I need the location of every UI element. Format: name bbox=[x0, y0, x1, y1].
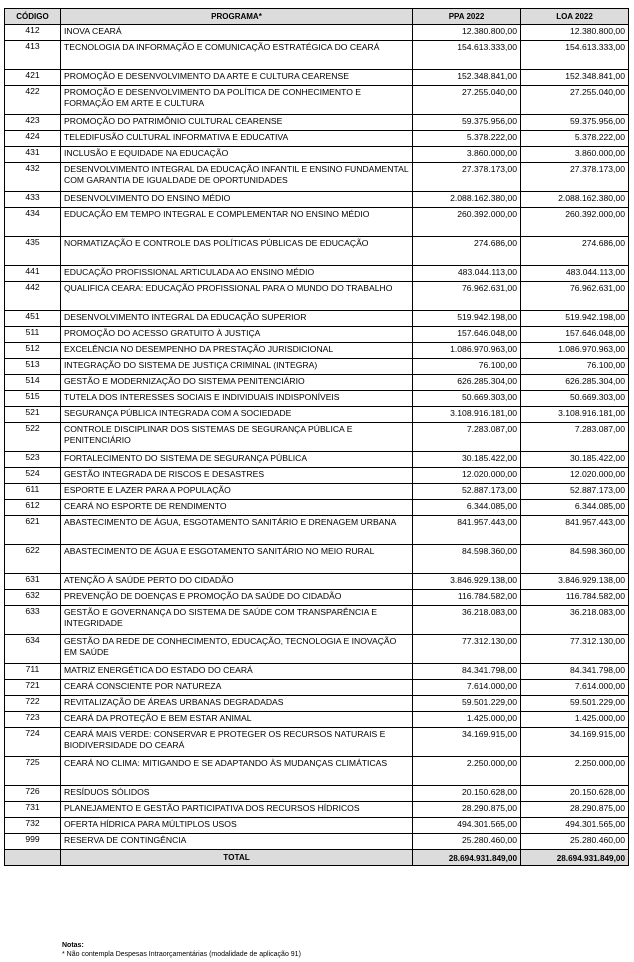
row-ppa: 5.378.222,00 bbox=[413, 131, 521, 147]
row-loa: 7.614.000,00 bbox=[521, 680, 629, 696]
table-row bbox=[5, 391, 629, 407]
row-program: GESTÃO DA REDE DE CONHECIMENTO, EDUCAÇÃO, TECNOLOGIA E INOVAÇÃO EM SAÚDE bbox=[61, 635, 413, 664]
table-row bbox=[5, 484, 629, 500]
row-program: RESÍDUOS SÓLIDOS bbox=[61, 786, 413, 802]
row-loa: 3.108.916.181,00 bbox=[521, 407, 629, 423]
row-program: DESENVOLVIMENTO INTEGRAL DA EDUCAÇÃO SUPERIOR bbox=[61, 311, 413, 327]
row-ppa: 27.378.173,00 bbox=[413, 163, 521, 192]
table-body bbox=[5, 25, 629, 850]
row-loa: 12.380.800,00 bbox=[521, 25, 629, 41]
total-label: TOTAL bbox=[61, 850, 413, 866]
row-code: 611 bbox=[5, 484, 61, 500]
row-loa: 25.280.460,00 bbox=[521, 834, 629, 850]
row-ppa: 3.108.916.181,00 bbox=[413, 407, 521, 423]
total-ppa: 28.694.931.849,00 bbox=[413, 850, 521, 866]
table-row bbox=[5, 786, 629, 802]
row-code: 512 bbox=[5, 343, 61, 359]
table-row bbox=[5, 237, 629, 266]
row-program: TELEDIFUSÃO CULTURAL INFORMATIVA E EDUCATIVA bbox=[61, 131, 413, 147]
row-program: REVITALIZAÇÃO DE ÁREAS URBANAS DEGRADADAS bbox=[61, 696, 413, 712]
notes bbox=[62, 941, 301, 959]
row-ppa: 1.086.970.963,00 bbox=[413, 343, 521, 359]
row-ppa: 36.218.083,00 bbox=[413, 606, 521, 635]
total-row bbox=[5, 850, 629, 866]
row-loa: 626.285.304,00 bbox=[521, 375, 629, 391]
row-loa: 36.218.083,00 bbox=[521, 606, 629, 635]
row-code: 633 bbox=[5, 606, 61, 635]
row-code: 631 bbox=[5, 574, 61, 590]
table-row bbox=[5, 115, 629, 131]
row-loa: 494.301.565,00 bbox=[521, 818, 629, 834]
row-ppa: 152.348.841,00 bbox=[413, 70, 521, 86]
row-code: 725 bbox=[5, 757, 61, 786]
table-header-row bbox=[5, 9, 629, 25]
row-program: INOVA CEARÁ bbox=[61, 25, 413, 41]
table-row bbox=[5, 468, 629, 484]
row-loa: 59.501.229,00 bbox=[521, 696, 629, 712]
row-code: 522 bbox=[5, 423, 61, 452]
header-code: CÓDIGO bbox=[5, 9, 61, 25]
row-code: 422 bbox=[5, 86, 61, 115]
row-code: 421 bbox=[5, 70, 61, 86]
row-loa: 116.784.582,00 bbox=[521, 590, 629, 606]
row-ppa: 626.285.304,00 bbox=[413, 375, 521, 391]
row-loa: 2.088.162.380,00 bbox=[521, 192, 629, 208]
table-row bbox=[5, 282, 629, 311]
row-program: EDUCAÇÃO EM TEMPO INTEGRAL E COMPLEMENTAR NO ENSINO MÉDIO bbox=[61, 208, 413, 237]
row-loa: 260.392.000,00 bbox=[521, 208, 629, 237]
row-code: 723 bbox=[5, 712, 61, 728]
row-program: GESTÃO E MODERNIZAÇÃO DO SISTEMA PENITENCIÁRIO bbox=[61, 375, 413, 391]
row-loa: 6.344.085,00 bbox=[521, 500, 629, 516]
row-program: CEARÁ CONSCIENTE POR NATUREZA bbox=[61, 680, 413, 696]
row-loa: 84.598.360,00 bbox=[521, 545, 629, 574]
row-program: ESPORTE E LAZER PARA A POPULAÇÃO bbox=[61, 484, 413, 500]
row-ppa: 59.375.956,00 bbox=[413, 115, 521, 131]
table-row bbox=[5, 545, 629, 574]
table-row bbox=[5, 70, 629, 86]
table-row bbox=[5, 818, 629, 834]
table-row bbox=[5, 375, 629, 391]
row-ppa: 77.312.130,00 bbox=[413, 635, 521, 664]
row-ppa: 50.669.303,00 bbox=[413, 391, 521, 407]
row-program: PROMOÇÃO E DESENVOLVIMENTO DA ARTE E CULTURA CEARENSE bbox=[61, 70, 413, 86]
row-loa: 7.283.087,00 bbox=[521, 423, 629, 452]
note-item: * Não contempla Despesas Intraorçamentárias (modalidade de aplicação 91) bbox=[62, 951, 301, 958]
table-row bbox=[5, 834, 629, 850]
row-code: 513 bbox=[5, 359, 61, 375]
row-loa: 84.341.798,00 bbox=[521, 664, 629, 680]
row-program: OFERTA HÍDRICA PARA MÚLTIPLOS USOS bbox=[61, 818, 413, 834]
row-program: ABASTECIMENTO DE ÁGUA E ESGOTAMENTO SANITÁRIO NO MEIO RURAL bbox=[61, 545, 413, 574]
row-ppa: 12.020.000,00 bbox=[413, 468, 521, 484]
row-code: 514 bbox=[5, 375, 61, 391]
budget-table bbox=[4, 8, 629, 866]
row-ppa: 20.150.628,00 bbox=[413, 786, 521, 802]
row-program: NORMATIZAÇÃO E CONTROLE DAS POLÍTICAS PÚBLICAS DE EDUCAÇÃO bbox=[61, 237, 413, 266]
row-code: 634 bbox=[5, 635, 61, 664]
row-program: QUALIFICA CEARA: EDUCAÇÃO PROFISSIONAL PARA O MUNDO DO TRABALHO bbox=[61, 282, 413, 311]
header-program: PROGRAMA* bbox=[61, 9, 413, 25]
row-ppa: 30.185.422,00 bbox=[413, 452, 521, 468]
row-loa: 59.375.956,00 bbox=[521, 115, 629, 131]
row-code: 612 bbox=[5, 500, 61, 516]
row-ppa: 519.942.198,00 bbox=[413, 311, 521, 327]
row-loa: 76.962.631,00 bbox=[521, 282, 629, 311]
row-loa: 77.312.130,00 bbox=[521, 635, 629, 664]
row-code: 441 bbox=[5, 266, 61, 282]
table-row bbox=[5, 163, 629, 192]
row-code: 424 bbox=[5, 131, 61, 147]
row-loa: 5.378.222,00 bbox=[521, 131, 629, 147]
row-code: 435 bbox=[5, 237, 61, 266]
row-ppa: 84.341.798,00 bbox=[413, 664, 521, 680]
row-program: TUTELA DOS INTERESSES SOCIAIS E INDIVIDUAIS INDISPONÍVEIS bbox=[61, 391, 413, 407]
table-row bbox=[5, 635, 629, 664]
row-program: CEARÁ MAIS VERDE: CONSERVAR E PROTEGER OS RECURSOS NATURAIS E BIODIVERSIDADE DO CEARÁ bbox=[61, 728, 413, 757]
row-ppa: 494.301.565,00 bbox=[413, 818, 521, 834]
row-ppa: 6.344.085,00 bbox=[413, 500, 521, 516]
row-code: 732 bbox=[5, 818, 61, 834]
table-row bbox=[5, 131, 629, 147]
row-program: ABASTECIMENTO DE ÁGUA, ESGOTAMENTO SANITÁRIO E DRENAGEM URBANA bbox=[61, 516, 413, 545]
row-code: 622 bbox=[5, 545, 61, 574]
table-row bbox=[5, 516, 629, 545]
row-program: PROMOÇÃO E DESENVOLVIMENTO DA POLÍTICA DE CONHECIMENTO E FORMAÇÃO EM ARTE E CULTURA bbox=[61, 86, 413, 115]
row-code: 412 bbox=[5, 25, 61, 41]
table-row bbox=[5, 208, 629, 237]
row-code: 511 bbox=[5, 327, 61, 343]
row-ppa: 3.846.929.138,00 bbox=[413, 574, 521, 590]
table-row bbox=[5, 574, 629, 590]
header-loa: LOA 2022 bbox=[521, 9, 629, 25]
row-program: PROMOÇÃO DO ACESSO GRATUITO À JUSTIÇA bbox=[61, 327, 413, 343]
row-code: 524 bbox=[5, 468, 61, 484]
row-program: FORTALECIMENTO DO SISTEMA DE SEGURANÇA PÚBLICA bbox=[61, 452, 413, 468]
row-program: PLANEJAMENTO E GESTÃO PARTICIPATIVA DOS RECURSOS HÍDRICOS bbox=[61, 802, 413, 818]
row-program: INCLUSÃO E EQUIDADE NA EDUCAÇÃO bbox=[61, 147, 413, 163]
row-ppa: 154.613.333,00 bbox=[413, 41, 521, 70]
row-ppa: 34.169.915,00 bbox=[413, 728, 521, 757]
row-program: SEGURANÇA PÚBLICA INTEGRADA COM A SOCIEDADE bbox=[61, 407, 413, 423]
row-loa: 28.290.875,00 bbox=[521, 802, 629, 818]
row-program: PROMOÇÃO DO PATRIMÔNIO CULTURAL CEARENSE bbox=[61, 115, 413, 131]
row-loa: 154.613.333,00 bbox=[521, 41, 629, 70]
row-loa: 519.942.198,00 bbox=[521, 311, 629, 327]
table-row bbox=[5, 452, 629, 468]
row-loa: 30.185.422,00 bbox=[521, 452, 629, 468]
row-ppa: 25.280.460,00 bbox=[413, 834, 521, 850]
row-ppa: 7.283.087,00 bbox=[413, 423, 521, 452]
table-row bbox=[5, 25, 629, 41]
table-row bbox=[5, 802, 629, 818]
table-row bbox=[5, 712, 629, 728]
row-program: EXCELÊNCIA NO DESEMPENHO DA PRESTAÇÃO JURISDICIONAL bbox=[61, 343, 413, 359]
row-code: 442 bbox=[5, 282, 61, 311]
table-row bbox=[5, 590, 629, 606]
row-code: 724 bbox=[5, 728, 61, 757]
row-program: CEARÁ DA PROTEÇÃO E BEM ESTAR ANIMAL bbox=[61, 712, 413, 728]
row-code: 433 bbox=[5, 192, 61, 208]
row-program: GESTÃO INTEGRADA DE RISCOS E DESASTRES bbox=[61, 468, 413, 484]
row-code: 423 bbox=[5, 115, 61, 131]
row-code: 621 bbox=[5, 516, 61, 545]
row-ppa: 2.250.000,00 bbox=[413, 757, 521, 786]
row-code: 451 bbox=[5, 311, 61, 327]
row-code: 521 bbox=[5, 407, 61, 423]
row-loa: 3.846.929.138,00 bbox=[521, 574, 629, 590]
row-ppa: 7.614.000,00 bbox=[413, 680, 521, 696]
row-program: DESENVOLVIMENTO INTEGRAL DA EDUCAÇÃO INFANTIL E ENSINO FUNDAMENTAL COM GARANTIA DE IGUALDADE DE OPORTUNIDADES bbox=[61, 163, 413, 192]
row-ppa: 84.598.360,00 bbox=[413, 545, 521, 574]
table-row bbox=[5, 680, 629, 696]
row-code: 515 bbox=[5, 391, 61, 407]
table-row bbox=[5, 728, 629, 757]
row-ppa: 76.962.631,00 bbox=[413, 282, 521, 311]
row-ppa: 274.686,00 bbox=[413, 237, 521, 266]
table-row bbox=[5, 327, 629, 343]
row-code: 413 bbox=[5, 41, 61, 70]
table-row bbox=[5, 311, 629, 327]
header-ppa: PPA 2022 bbox=[413, 9, 521, 25]
row-code: 726 bbox=[5, 786, 61, 802]
row-program: EDUCAÇÃO PROFISSIONAL ARTICULADA AO ENSINO MÉDIO bbox=[61, 266, 413, 282]
row-loa: 27.378.173,00 bbox=[521, 163, 629, 192]
table-row bbox=[5, 696, 629, 712]
row-ppa: 2.088.162.380,00 bbox=[413, 192, 521, 208]
table-row bbox=[5, 359, 629, 375]
row-code: 722 bbox=[5, 696, 61, 712]
row-program: GESTÃO E GOVERNANÇA DO SISTEMA DE SAÚDE COM TRANSPARÊNCIA E INTEGRIDADE bbox=[61, 606, 413, 635]
row-code: 721 bbox=[5, 680, 61, 696]
row-loa: 483.044.113,00 bbox=[521, 266, 629, 282]
row-loa: 76.100,00 bbox=[521, 359, 629, 375]
table-row bbox=[5, 41, 629, 70]
row-loa: 3.860.000,00 bbox=[521, 147, 629, 163]
row-ppa: 3.860.000,00 bbox=[413, 147, 521, 163]
table-row bbox=[5, 86, 629, 115]
table-row bbox=[5, 266, 629, 282]
row-program: DESENVOLVIMENTO DO ENSINO MÉDIO bbox=[61, 192, 413, 208]
table-row bbox=[5, 500, 629, 516]
row-loa: 34.169.915,00 bbox=[521, 728, 629, 757]
row-loa: 50.669.303,00 bbox=[521, 391, 629, 407]
table-row bbox=[5, 423, 629, 452]
row-loa: 157.646.048,00 bbox=[521, 327, 629, 343]
row-loa: 841.957.443,00 bbox=[521, 516, 629, 545]
row-code: 711 bbox=[5, 664, 61, 680]
row-loa: 20.150.628,00 bbox=[521, 786, 629, 802]
row-loa: 52.887.173,00 bbox=[521, 484, 629, 500]
row-ppa: 28.290.875,00 bbox=[413, 802, 521, 818]
row-loa: 1.425.000,00 bbox=[521, 712, 629, 728]
row-code: 632 bbox=[5, 590, 61, 606]
row-program: MATRIZ ENERGÉTICA DO ESTADO DO CEARÁ bbox=[61, 664, 413, 680]
table-row bbox=[5, 757, 629, 786]
row-code: 431 bbox=[5, 147, 61, 163]
row-loa: 152.348.841,00 bbox=[521, 70, 629, 86]
table-row bbox=[5, 192, 629, 208]
row-ppa: 27.255.040,00 bbox=[413, 86, 521, 115]
row-ppa: 483.044.113,00 bbox=[413, 266, 521, 282]
row-ppa: 52.887.173,00 bbox=[413, 484, 521, 500]
table-row bbox=[5, 147, 629, 163]
row-loa: 12.020.000,00 bbox=[521, 468, 629, 484]
row-loa: 274.686,00 bbox=[521, 237, 629, 266]
row-program: PREVENÇÃO DE DOENÇAS E PROMOÇÃO DA SAÚDE DO CIDADÃO bbox=[61, 590, 413, 606]
row-ppa: 157.646.048,00 bbox=[413, 327, 521, 343]
table-row bbox=[5, 407, 629, 423]
total-loa: 28.694.931.849,00 bbox=[521, 850, 629, 866]
row-ppa: 76.100,00 bbox=[413, 359, 521, 375]
row-loa: 2.250.000,00 bbox=[521, 757, 629, 786]
row-loa: 27.255.040,00 bbox=[521, 86, 629, 115]
row-program: RESERVA DE CONTINGÊNCIA bbox=[61, 834, 413, 850]
row-ppa: 260.392.000,00 bbox=[413, 208, 521, 237]
row-code: 523 bbox=[5, 452, 61, 468]
row-program: TECNOLOGIA DA INFORMAÇÃO E COMUNICAÇÃO ESTRATÉGICA DO CEARÁ bbox=[61, 41, 413, 70]
row-code: 432 bbox=[5, 163, 61, 192]
row-ppa: 59.501.229,00 bbox=[413, 696, 521, 712]
row-code: 434 bbox=[5, 208, 61, 237]
row-ppa: 1.425.000,00 bbox=[413, 712, 521, 728]
row-code: 999 bbox=[5, 834, 61, 850]
row-program: INTEGRAÇÃO DO SISTEMA DE JUSTIÇA CRIMINAL (INTEGRA) bbox=[61, 359, 413, 375]
row-program: CEARÁ NO CLIMA: MITIGANDO E SE ADAPTANDO ÀS MUDANÇAS CLIMÁTICAS bbox=[61, 757, 413, 786]
row-program: CONTROLE DISCIPLINAR DOS SISTEMAS DE SEGURANÇA PÚBLICA E PENITENCIÁRIO bbox=[61, 423, 413, 452]
row-ppa: 841.957.443,00 bbox=[413, 516, 521, 545]
table-row bbox=[5, 606, 629, 635]
notes-title: Notas: bbox=[62, 942, 84, 949]
row-program: ATENÇÃO À SAÚDE PERTO DO CIDADÃO bbox=[61, 574, 413, 590]
row-ppa: 12.380.800,00 bbox=[413, 25, 521, 41]
row-ppa: 116.784.582,00 bbox=[413, 590, 521, 606]
row-loa: 1.086.970.963,00 bbox=[521, 343, 629, 359]
row-program: CEARÁ NO ESPORTE DE RENDIMENTO bbox=[61, 500, 413, 516]
table-row bbox=[5, 343, 629, 359]
row-code: 731 bbox=[5, 802, 61, 818]
table-row bbox=[5, 664, 629, 680]
